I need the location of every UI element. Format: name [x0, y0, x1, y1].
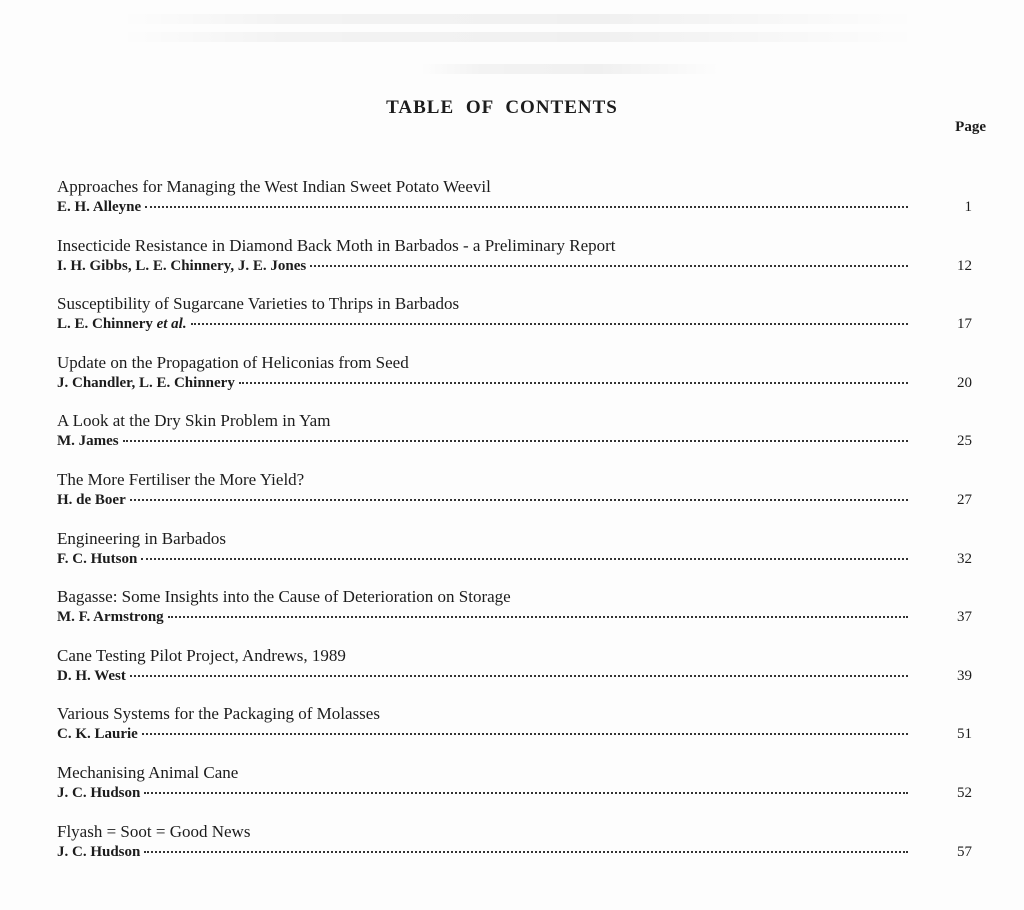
entry-page-number: 17: [957, 316, 972, 333]
dot-leader: [239, 382, 908, 384]
toc-entry[interactable]: [57, 822, 972, 881]
entry-authors: C. K. Laurie: [57, 726, 138, 743]
entry-authors: D. H. West: [57, 667, 126, 684]
entry-page-number: 57: [957, 843, 972, 860]
dot-leader: [144, 792, 908, 794]
entry-page-number: 51: [957, 726, 972, 743]
authors-suffix: et al.: [156, 316, 187, 333]
entry-title: Approaches for Managing the West Indian Sweet Potato Weevil: [57, 177, 491, 196]
page-title: TABLE OF CONTENTS: [386, 97, 618, 118]
dot-leader: [191, 323, 908, 325]
entry-authors: J. C. Hudson: [57, 843, 141, 860]
entry-title: The More Fertiliser the More Yield?: [57, 469, 305, 489]
toc-entry[interactable]: [57, 646, 972, 705]
entry-page-number: 52: [957, 784, 972, 801]
entry-title: Update on the Propagation of Heliconias from Seed: [57, 352, 409, 372]
toc-list: [57, 177, 972, 880]
entry-authors: H. de Boer: [57, 491, 126, 508]
entry-authors: J. C. Hudson: [57, 784, 141, 801]
entry-title: Bagasse: Some Insights into the Cause of Deterioration on Storage: [57, 587, 511, 607]
entry-title: Cane Testing Pilot Project, Andrews, 1989: [57, 645, 346, 665]
entry-title: Susceptibility of Sugarcane Varieties to Thrips in Barbados: [57, 294, 460, 314]
entry-page-number: 39: [957, 667, 972, 684]
entry-title: Flyash = Soot = Good News: [57, 821, 251, 841]
dot-leader: [141, 558, 908, 560]
toc-entry[interactable]: [57, 470, 972, 529]
toc-entry[interactable]: [57, 353, 972, 412]
entry-page-number: 27: [957, 491, 972, 508]
entry-title: Engineering in Barbados: [57, 528, 227, 548]
entry-title: Insecticide Resistance in Diamond Back Moth in Barbados - a Preliminary Report: [57, 235, 616, 255]
entry-title: A Look at the Dry Skin Problem in Yam: [57, 411, 331, 431]
dot-leader: [145, 206, 908, 208]
bleed-through-text: [120, 32, 920, 42]
dot-leader: [168, 616, 908, 618]
toc-entry[interactable]: [57, 411, 972, 470]
entry-page-number: 12: [957, 257, 972, 274]
entry-page-number: 32: [957, 550, 972, 567]
entry-title: Various Systems for the Packaging of Molasses: [57, 704, 380, 724]
dot-leader: [130, 499, 908, 501]
entry-authors: I. H. Gibbs, L. E. Chinnery, J. E. Jones: [57, 257, 307, 274]
bleed-through-text: [120, 14, 920, 24]
entry-authors: E. H. Alleyne: [57, 199, 142, 215]
dot-leader: [130, 675, 908, 677]
entry-page-number: 20: [957, 374, 972, 391]
entry-authors: M. F. Armstrong: [57, 609, 164, 626]
dot-leader: [123, 440, 908, 442]
bleed-through-text: [420, 64, 720, 74]
dot-leader: [310, 265, 908, 267]
toc-entry[interactable]: [57, 177, 972, 236]
toc-entry[interactable]: [57, 704, 972, 763]
entry-page-number: 25: [957, 433, 972, 450]
entry-title: Mechanising Animal Cane: [57, 762, 239, 782]
toc-entry[interactable]: [57, 529, 972, 588]
entry-authors: F. C. Hutson: [57, 550, 138, 567]
toc-entry[interactable]: [57, 587, 972, 646]
entry-authors: M. James: [57, 433, 119, 450]
dot-leader: [142, 733, 908, 735]
entry-authors: L. E. Chinnery et al.: [57, 316, 187, 333]
entry-page-number: 37: [957, 609, 972, 626]
toc-entry[interactable]: [57, 294, 972, 353]
entry-page-number: 1: [964, 199, 972, 215]
dot-leader: [144, 851, 908, 853]
entry-authors: J. Chandler, L. E. Chinnery: [57, 374, 235, 391]
toc-entry[interactable]: [57, 763, 972, 822]
page-column-header: Page: [955, 119, 986, 135]
toc-entry[interactable]: [57, 236, 972, 295]
